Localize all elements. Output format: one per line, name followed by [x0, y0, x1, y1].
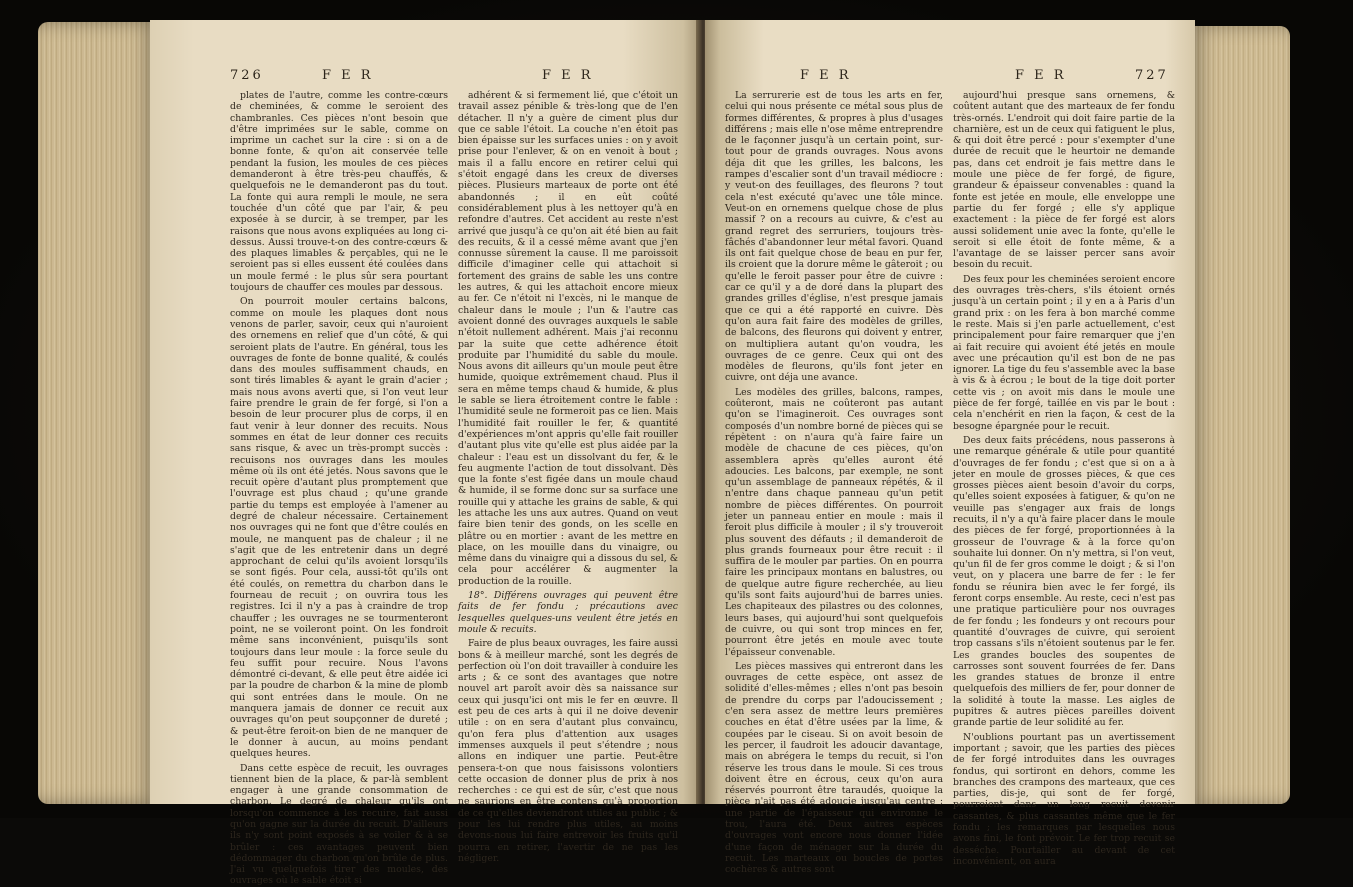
running-header-right-col2: F E R — [1015, 68, 1067, 83]
left-page — [150, 20, 700, 887]
paragraph: Des deux faits précédens, nous passerons à une remarque générale & utile pour quantité d'ouvrages de fer fondu ; c'est que si on a à jeter en moule de grosses pièces, & que ces grosses pièces aient besoin d'avoir du corps, qu'elles soient exposées à fatiguer, & qu'on ne veuille pas s'engager aux frais de longs recuits, il n'y a qu'à faire placer dans le moule des pièces de fer forgé, proportionnées à la grosseur de l'ouvrage & à la force qu'on souhaite lui donner. On n'y mettra, si l'on veut, qu'un fil de fer gros comme le doigt ; & si l'on veut, on y placera une barre de fer : le fer fondu se réunira bien avec le fer forgé, ils feront corps ensemble. Au reste, ceci n'est pas une pratique particulière pour nos ouvrages de fer fondu ; les fondeurs y ont recours pour quantité d'ouvrages de cuivre, qui seroient trop cassans s'ils n'étoient soutenus par le fer. Les grandes boucles des soupentes de carrosses sont souvent fourrées de fer. Dans les grandes statues de bronze il entre quelquefois des milliers de fer, pour donner de la solidité à toute la masse. Les aigles de pupitres & autres pièces pareilles doivent grande partie de leur solidité au fer. — [953, 434, 1175, 729]
paragraph: aujourd'hui presque sans ornemens, & coûtent autant que des marteaux de fer fondu très-ornés. L'endroit qui doit faire partie de la charnière, est un de ceux qui fatiguent le plus, & qui doit être percé : pour s'exempter d'une durée de recuit que le heurtoir ne demande pas, dans cet endroit je fais mettre dans le moule une pièce de fer forgé, de figure, grandeur & épaisseur convenables : quand la fonte est jetée en moule, elle enveloppe une partie du fer forgé ; elle s'y applique exactement : la pièce de fer forgé est alors aussi solidement unie avec la fonte, qu'elle le seroit si elle étoit de fonte même, & a l'avantage de se laisser percer sans avoir besoin du recuit. — [953, 90, 1175, 271]
paragraph: Les pièces massives qui entreront dans les ouvrages de cette espèce, ont assez de solidité d'elles-mêmes ; elles n'ont pas besoin de prendre du corps par l'adoucissement ; c'en sera assez de mettre leurs premières couches en état d'être usées par la lime, & coupées par le ciseau. Si on avoit besoin de les percer, il faudroit les adoucir davantage, mais on abrégera le temps du recuit, si l'on réserve les trous dans le moule. Si ces trous doivent être en écrous, ceux qu'on aura réservés pourront être taraudés, quoique la pièce n'ait pas été adoucie jusqu'au centre ; une partie de l'épaisseur qui environne le trou, l'aura été. Deux autres espèces d'ouvrages vont encore nous donner l'idée d'une façon de ménager sur la durée du recuit. Les marteaux ou boucles de portes cochères & autres sont — [725, 660, 943, 876]
left-page-column-2 — [458, 90, 678, 864]
paragraph: Les modèles des grilles, balcons, rampes, coûteront, mais ne coûteront pas autant qu'on se l'imagineroit. Ces ouvrages sont composés d'un nombre borné de pièces qui se répètent : on n'aura qu'à faire faire un modèle de chacune de ces pièces, qu'on assemblera après qu'elles auront été adoucies. Les balcons, par exemple, ne sont qu'un assemblage de panneaux répétés, & il n'entre dans chaque panneau qu'un petit nombre de pièces différentes. On pourroit jeter un panneau entier en moule : mais il feroit plus difficile à mouler ; il s'y trouveroit plus souvent des défauts ; il demanderoit de plus grands fourneaux pour être recuit : il suffira de le mouler par parties. On en pourra faire les principaux montans en balustres, ou de quelque autre figure recherchée, au lieu qu'ils sont faits aujourd'hui de barres unies. Les chapiteaux des pilastres ou des colonnes, leurs bases, qui aujourd'hui sont quelquefois de cuivre, ou qui sont trop minces en fer, pourront être jetés en moule avec toute l'épaisseur convenable. — [725, 386, 943, 658]
paragraph: Des feux pour les cheminées seroient encore des ouvrages très-chers, s'ils étoient ornés jusqu'à un certain point ; il y en a à Paris d'un grand prix : on les fera à bon marché comme le reste. Mais si j'en parle actuellement, c'est principalement pour faire remarquer que j'en ai fait recuire qui avoient été jetés en moule avec une précaution qu'il est bon de ne pas ignorer. La tige du feu s'assemble avec la base à vis & à écrou ; le bout de la tige doit porter cette vis ; on avoit mis dans le moule une pièce de fer forgé, taillée en vis par le bout : cela n'enchérit en rien la façon, & cest de la besogne épargnée pour le recuit. — [953, 273, 1175, 432]
section-heading: 18°. Différens ouvrages qui peuvent être faits de fer fondu ; précautions avec lesquelles quelques-uns veulent être jetés en moule & recuits. — [458, 590, 678, 635]
paragraph: N'oublions pourtant pas un avertissement important ; savoir, que les parties des pièces de fer forgé introduites dans les ouvrages fondus, qui sortiront en dehors, comme les branches des crampons des marteaux, que ces parties, dis-je, qui sont de fer forgé, pourroient dans un long recuit devenir cassantes, & plus cassantes même que le fer fondu ; les remarques par lesquelles nous avons fini, le font prévoir. Le fer trop recuit se desséche. Pourtailler au devant de cet inconvénient, on aura — [953, 731, 1175, 867]
paragraph: On pourroit mouler certains balcons, comme on moule les plaques dont nous venons de parler, savoir, ceux qui n'auroient des ornemens en relief que d'un côté, & qui seroient plats de l'autre. En général, tous les ouvrages de fonte de bonne qualité, & coulés dans des moules suffisamment chauds, en sont tirés limables & ayant le grain d'acier ; mais nous avons averti que, si l'on veut leur faire prendre le grain de fer forgé, si l'on a besoin de leur procurer plus de corps, il en faut venir à leur donner des recuits. Nous sommes en état de leur donner ces recuits sans risque, & avec un très-prompt succès : recuisons nos ouvrages dans les moules même où ils ont été jetés. Nous savons que le recuit opère d'autant plus promptement que l'ouvrage est plus chaud ; qu'une grande partie du temps est employée à l'amener au degré de chaleur nécessaire. Certainement nos ouvrages qui ne font que d'être coulés en moule, ne manquent pas de chaleur ; il ne s'agit que de les entretenir dans un degré approchant de celui qu'ils avoient lorsqu'ils se sont figés. Pour cela, aussi-tôt qu'ils ont été coulés, on remettra du charbon dans le fourneau de recuit ; on ouvrira tous les registres. Ici il n'y a pas à craindre de trop chauffer ; les ouvrages ne se tourmenteront point, ne se voileront point. On les fondroit même sans inconvénient, puisqu'ils sont toujours dans leur moule : la force seule du feu suffit pour recuire. Nous l'avons démontré ci-devant, & elle peut être aidée ici par la poudre de charbon & la mine de plomb qui sont entrées dans le moule. On ne manquera jamais de donner ce recuit aux ouvrages qu'on peut soupçonner de dureté ; & peut-être feroit-on bien de ne manquer de le donner à aucun, au moins pendant quelques heures. — [230, 296, 448, 760]
page-edges-left — [38, 22, 158, 804]
paragraph: Faire de plus beaux ouvrages, les faire aussi bons & à meilleur marché, sont les degrés de perfection où l'on doit travailler à conduire les arts ; & ce sont des avantages que notre nouvel art paroît avoir dès sa naissance sur ceux qui jusqu'ici ont mis le fer en œuvre. Il est peu de ces arts à qui il ne doive devenir utile : on en sera d'autant plus convaincu, qu'on fera plus d'attention aux usages immenses auxquels il peut s'étendre ; nous allons en indiquer une partie. Peut-être pensera-t-on que nous faisissons volontiers cette occasion de donner plus de prix à nos recherches : ce qui est de sûr, c'est que nous ne saurions en être contens qu'à proportion de ce qu'elles deviendront utiles au public ; & pour les lui rendre plus utiles, au moins devons-nous lui faire entrevoir les fruits qu'il pourra en retirer, l'avertir de ne pas les négliger. — [458, 638, 678, 864]
paragraph: La serrurerie est de tous les arts en fer, celui qui nous présente ce métal sous plus de formes différentes, & propres à plus d'usages différens ; mais elle n'ose même entreprendre de le façonner jusqu'à un certain point, sur-tout pour de grands ouvrages. Nous avons déja dit que les grilles, les balcons, les rampes d'escalier sont d'un travail médiocre : y veut-on des feuillages, des fleurons ? tout cela n'est exécuté qu'avec une tôle mince. Veut-on en ornemens quelque chose de plus massif ? on a recours au cuivre, & c'est au grand regret des serruriers, toujours très-fâchés d'abandonner leur métal favori. Quand ils ont fait quelque chose de beau en pur fer, ils croient que la dorure même le gâteroit ; ou qu'elle le feroit passer pour être de cuivre : car ce qu'il y a de doré dans la plupart des grandes grilles d'église, n'est presque jamais que ce qui a été rapporté en cuivre. Dès qu'on aura fait faire des modèles de grilles, de balcons, des fleurons qui doivent y entrer, on multipliera autant qu'on voudra, les ouvrages de ce genre. Ceux qui ont des modèles de fleurons, qu'ils font jeter en cuivre, ont déja une avance. — [725, 90, 943, 384]
right-page-column-2 — [953, 90, 1175, 867]
paragraph: adhérent & si fermement lié, que c'étoit un travail assez pénible & très-long que de l'en détacher. Il n'y a guère de ciment plus dur que ce sable l'étoit. La couche n'en étoit pas bien épaisse sur les surfaces unies : on y avoit prise pour l'enlever, & on en venoit à bout ; mais il a fallu encore en retirer celui qui s'étoit engagé dans les creux de diverses pièces. Plusieurs marteaux de porte ont été abandonnés ; il en eût coûté considérablement plus à les nettoyer qu'à en refondre d'autres. Cet accident au reste n'est arrivé que jusqu'à ce qu'on ait été bien au fait des recuits, & il a cessé même avant que j'en connusse sûrement la cause. Il me paroissoit difficile d'imaginer celle qui attachoit si fortement des grains de sable les uns contre les autres, & qui les attachoit encore mieux au fer. Ce n'étoit ni l'excès, ni le manque de chaleur dans le moule ; l'un & l'autre cas avoient donné des ouvrages auxquels le sable n'étoit nullement adhérent. Mais j'ai reconnu par la suite que cette adhérence étoit produite par l'humidité du sable du moule. Nous avons dit ailleurs qu'un moule peut être humide, quoique extrêmement chaud. Plus il sera en même temps chaud & humide, & plus le sable se liera étroitement contre le fable : l'humidité seule ne formeroit pas ce lien. Mais l'humidité fait rouiller le fer, & quantité d'expériences m'ont appris qu'elle fait rouiller d'autant plus vite qu'elle est plus aidée par la chaleur : l'eau est un dissolvant du fer, & le feu augmente l'action de tout dissolvant. Dès que la fonte s'est figée dans un moule chaud & humide, il se forme donc sur sa surface une rouille qui y attache les grains de sable, & qui les attache les uns aux autres. Quand on veut faire bien tenir des gonds, on les scelle en plâtre ou en mortier : avant de les mettre en place, on les mouille dans du vinaigre, ou même dans du vinaigre qui a dissous du sel, & cela pour accélérer & augmenter la production de la rouille. — [458, 90, 678, 587]
running-header-left-col1: F E R — [322, 68, 374, 83]
running-header-right-col1: F E R — [800, 68, 852, 83]
paragraph: Dans cette espèce de recuit, les ouvrages tiennent bien de la place, & par-là semblent engager à une grande consommation de charbon. Le degré de chaleur qu'ils ont lorsqu'on commence à les recuire, fait aussi qu'on gagne sur la durée du recuit. D'ailleurs ils n'y sont point exposés à se voiler & à se brûler : ces avantages peuvent bien dédommager du charbon qu'on brûle de plus. J'ai vu quelquefois tirer des moules, des ouvrages où le sable étoit si — [230, 762, 448, 887]
right-page — [705, 20, 1195, 876]
running-header-left-col2: F E R — [542, 68, 594, 83]
paragraph: plates de l'autre, comme les contre-cœurs de cheminées, & comme le seroient des chambranles. Ces pièces n'ont besoin que d'être imprimées sur le sable, comme on imprime un cachet sur la cire : si on a de bonne fonte, & qu'on ait conservée telle pendant la fusion, les moules de ces pièces demanderont à être très-peu chauffés, & quelquefois ne le demanderont pas du tout. La fonte qui aura rempli le moule, ne sera touchée d'un côté que par l'air, & peu exposée à se durcir, à se tremper, par les raisons que nous avons expliquées au long ci-dessus. Aussi trouve-t-on des contre-cœurs & des plaques limables & perçables, qui ne le seroient pas si elles eussent été coulées dans un moule fermé : le plus sûr sera pourtant toujours de chauffer ces moules par dessous. — [230, 90, 448, 294]
page-number-right: 727 — [1135, 68, 1169, 83]
page-edges-right — [1190, 26, 1290, 804]
page-number-left: 726 — [230, 68, 264, 83]
left-page-column-1 — [230, 90, 448, 887]
right-page-column-1 — [725, 90, 943, 876]
